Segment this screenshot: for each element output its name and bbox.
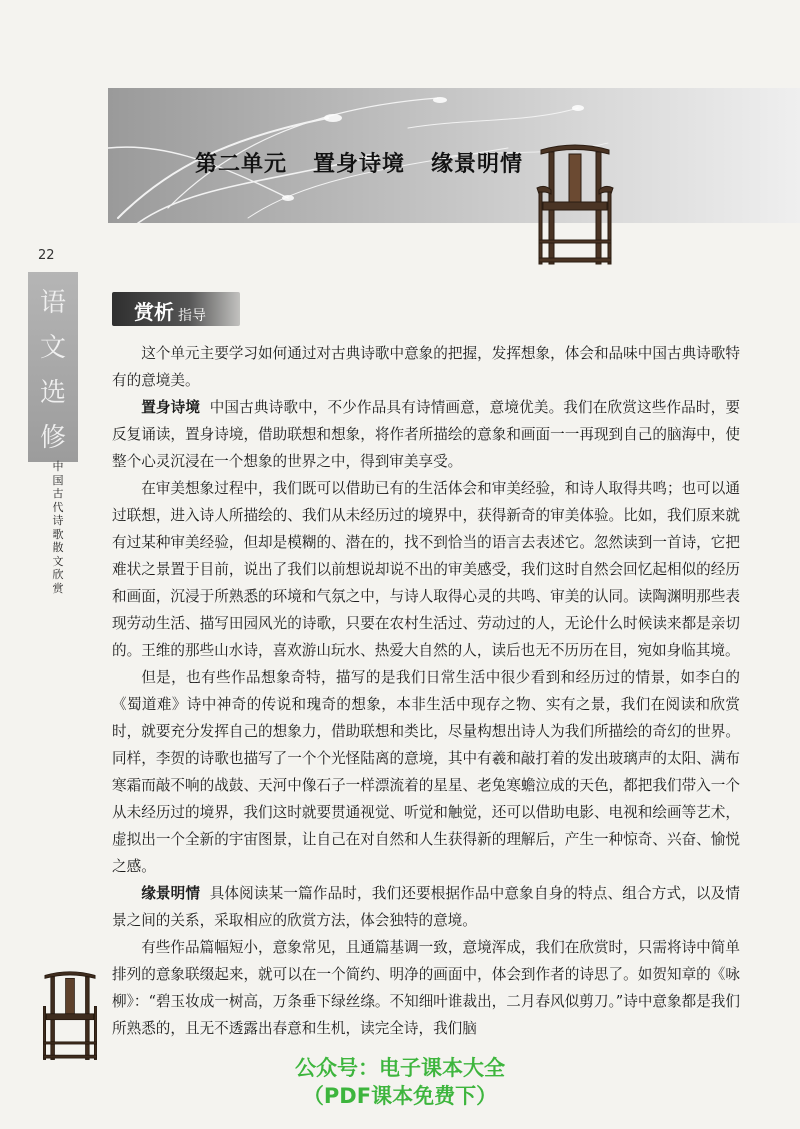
paragraph-lead: 缘景明情 — [141, 885, 201, 902]
body-text — [112, 340, 740, 1042]
section-tag — [112, 292, 240, 326]
unit-title: 第二单元 置身诗境 缘景明情 — [195, 151, 523, 177]
watermark — [240, 1054, 560, 1110]
section-tag-sub: 指导 — [178, 308, 206, 324]
series-title-vertical: 中国古代诗歌散文欣赏 — [52, 460, 64, 595]
chair-illustration-small — [40, 968, 100, 1064]
strip-char: 文 — [39, 333, 66, 363]
strip-char: 修 — [39, 423, 66, 453]
watermark-line1: 公众号：电子课本大全 — [295, 1056, 505, 1080]
strip-char: 选 — [39, 378, 66, 408]
paragraph: 这个单元主要学习如何通过对古典诗歌中意象的把握，发挥想象，体会和品味中国古典诗歌特有的意境美。 — [112, 345, 740, 389]
chair-illustration — [535, 140, 615, 270]
paragraph: 置身诗境 中国古典诗歌中，不少作品具有诗情画意，意境优美。我们在欣赏这些作品时，要反复诵读，置身诗境，借助联想和想象，将作者所描绘的意象和画面一一再现到自己的脑海中，使整个心灵沉浸在一个想象的世界之中，得到审美享受。 — [112, 399, 740, 470]
paragraph: 但是，也有些作品想象奇特，描写的是我们日常生活中很少看到和经历过的情景，如李白的《蜀道难》诗中神奇的传说和瑰奇的想象，本非生活中现存之物、实有之景，我们在阅读和欣赏时，就要充分发挥自己的想象力，借助联想和类比，尽量构想出诗人为我们所描绘的奇幻的世界。同样，李贺的诗歌也描写了一个个光怪陆离的意境，其中有羲和敲打着的发出玻璃声的太阳、满布寒霜而敲不响的战鼓、天河中像石子一样漂流着的星星、老兔寒蟾泣成的天色，都把我们带入一个从未经历过的境界，我们这时就要贯通视觉、听觉和触觉，还可以借助电影、电视和绘画等艺术，虚拟出一个全新的宇宙图景，让自己在对自然和人生获得新的理解后，产生一种惊奇、兴奋、愉悦之感。 — [112, 669, 740, 875]
section-tag-main: 赏析 — [134, 300, 174, 324]
watermark-line2: （PDF课本免费下） — [302, 1084, 498, 1108]
paragraph: 有些作品篇幅短小，意象常见，且通篇基调一致，意境浑成，我们在欣赏时，只需将诗中简单排列的意象联缀起来，就可以在一个简约、明净的画面中，体会到作者的诗思了。如贺知章的《咏柳》：“碧玉妆成一树高，万条垂下绿丝绦。不知细叶谁裁出，二月春风似剪刀。”诗中意象都是我们所熟悉的，且无不透露出春意和生机，读完全诗，我们脑 — [112, 939, 740, 1037]
paragraph: 在审美想象过程中，我们既可以借助已有的生活体会和审美经验，和诗人取得共鸣；也可以通过联想，进入诗人所描绘的、我们从未经历过的境界中，获得新奇的审美体验。比如，我们原来就有过某种审美经验，但却是模糊的、潜在的，找不到恰当的语言去表述它。忽然读到一首诗，它把难状之景置于目前，说出了我们以前想说却说不出的审美感受，我们这时自然会回忆起相似的经历和画面，沉浸于所熟悉的环境和气氛之中，与诗人取得心灵的共鸣、审美的认同。读陶渊明那些表现劳动生活、描写田园风光的诗歌，只要在农村生活过、劳动过的人，无论什么时候读来都是亲切的。王维的那些山水诗，喜欢游山玩水、热爱大自然的人，读后也无不历历在目，宛如身临其境。 — [112, 480, 740, 659]
strip-char: 语 — [39, 288, 66, 318]
paragraph: 缘景明情 具体阅读某一篇作品时，我们还要根据作品中意象自身的特点、组合方式，以及情景之间的关系，采取相应的欣赏方法，体会独特的意境。 — [112, 885, 740, 929]
page-number: 22 — [38, 248, 55, 263]
book-series-strip — [28, 272, 78, 462]
paragraph-lead: 置身诗境 — [141, 399, 201, 416]
